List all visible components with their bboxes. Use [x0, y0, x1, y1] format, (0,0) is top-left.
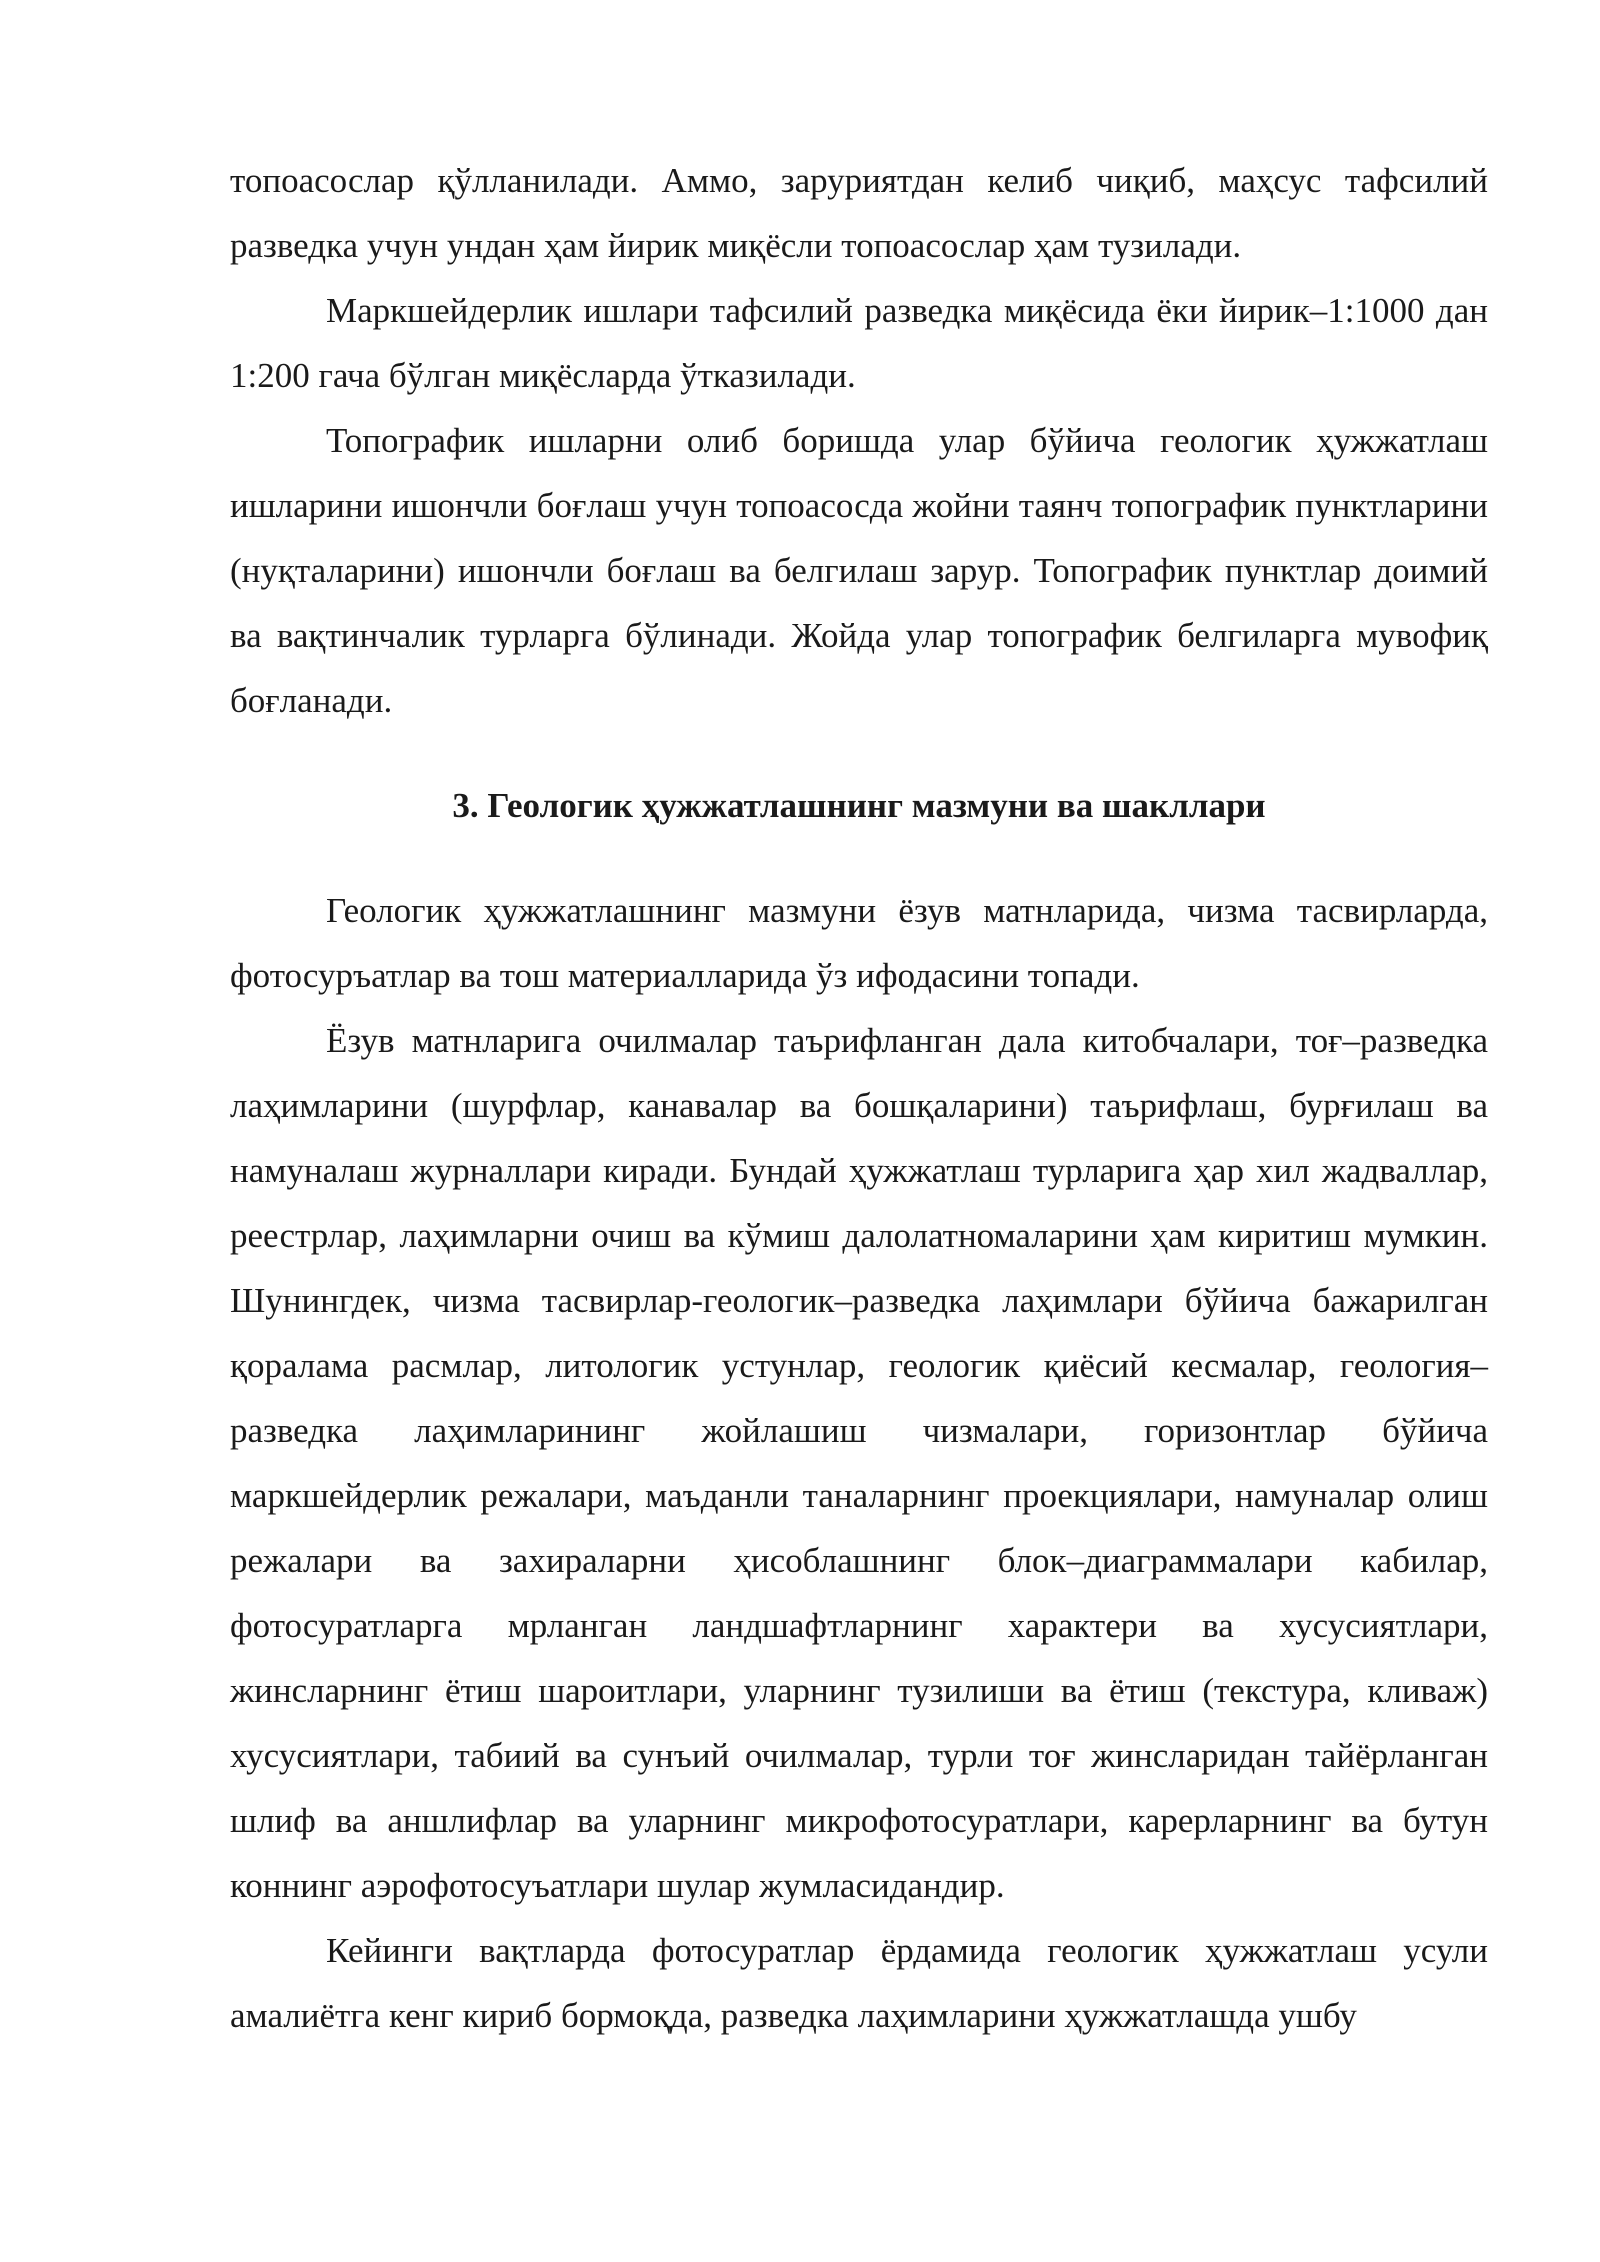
- document-page: [230, 148, 1488, 2048]
- section-heading: 3. Геологик ҳужжатлашнинг мазмуни ва шакллари: [452, 786, 1266, 825]
- paragraph-mine-survey: Маркшейдерлик ишлари тафсилий разведка миқёсида ёки йирик–1:1000 дан 1:200 гача бўлган миқёсларда ўтказилади.: [230, 291, 1488, 395]
- paragraph-topographic-works: Топографик ишларни олиб боришда улар бўйича геологик ҳужжатлаш ишларини ишончли боғлаш учун топоасосда жойни таянч топографик пунктларини (нуқталарини) ишончли боғлаш ва белгилаш зарур. Топографик пунктлар доимий ва вақтинчалик турларга бўлинади. Жойда улар топографик белгиларга мувофиқ боғланади.: [230, 421, 1488, 720]
- paragraph-written-texts: Ёзув матнларига очилмалар таърифланган дала китобчалари, тоғ–разведка лаҳимларини (шурфлар, канавалар ва бошқаларини) таърифлаш, бурғилаш ва намуналаш журналлари киради. Бундай ҳужжатлаш турларига ҳар хил жадваллар, реестрлар, лаҳимларни очиш ва кўмиш далолатномаларини ҳам киритиш мумкин. Шунингдек, чизма тасвирлар-геологик–разведка лаҳимлари бўйича бажарилган қоралама расмлар, литологик устунлар, геологик қиёсий кесмалар, геология–разведка лаҳимларининг жойлашиш чизмалари, горизонтлар бўйича маркшейдерлик режалари, маъданли таналарнинг проекциялари, намуналар олиш режалари ва захираларни ҳисоблашнинг блок–диаграммалари кабилар, фотосуратларга мрланган ландшафтларнинг характери ва хусусиятлари, жинсларнинг ётиш шароитлари, уларнинг тузилиши ва ётиш (текстура, кливаж) хусусиятлари, табиий ва сунъий очилмалар, турли тоғ жинсларидан тайёрланган шлиф ва аншлифлар ва уларнинг микрофотосуратлари, карерларнинг ва бутун коннинг аэрофотосуъатлари шулар жумласидандир.: [230, 1021, 1488, 1905]
- paragraph-photo-documentation: Кейинги вақтларда фотосуратлар ёрдамида геологик ҳужжатлаш усули амалиётга кенг кириб бормоқда, разведка лаҳимларини ҳужжатлашда ушбу: [230, 1931, 1488, 2035]
- paragraph-continuation: топоасослар қўлланилади. Аммо, заруриятдан келиб чиқиб, маҳсус тафсилий разведка учун ундан ҳам йирик миқёсли топоасослар ҳам тузилади.: [230, 161, 1488, 265]
- paragraph-documentation-content: Геологик ҳужжатлашнинг мазмуни ёзув матнларида, чизма тасвирларда, фотосуръатлар ва тош материалларида ўз ифодасини топади.: [230, 891, 1488, 995]
